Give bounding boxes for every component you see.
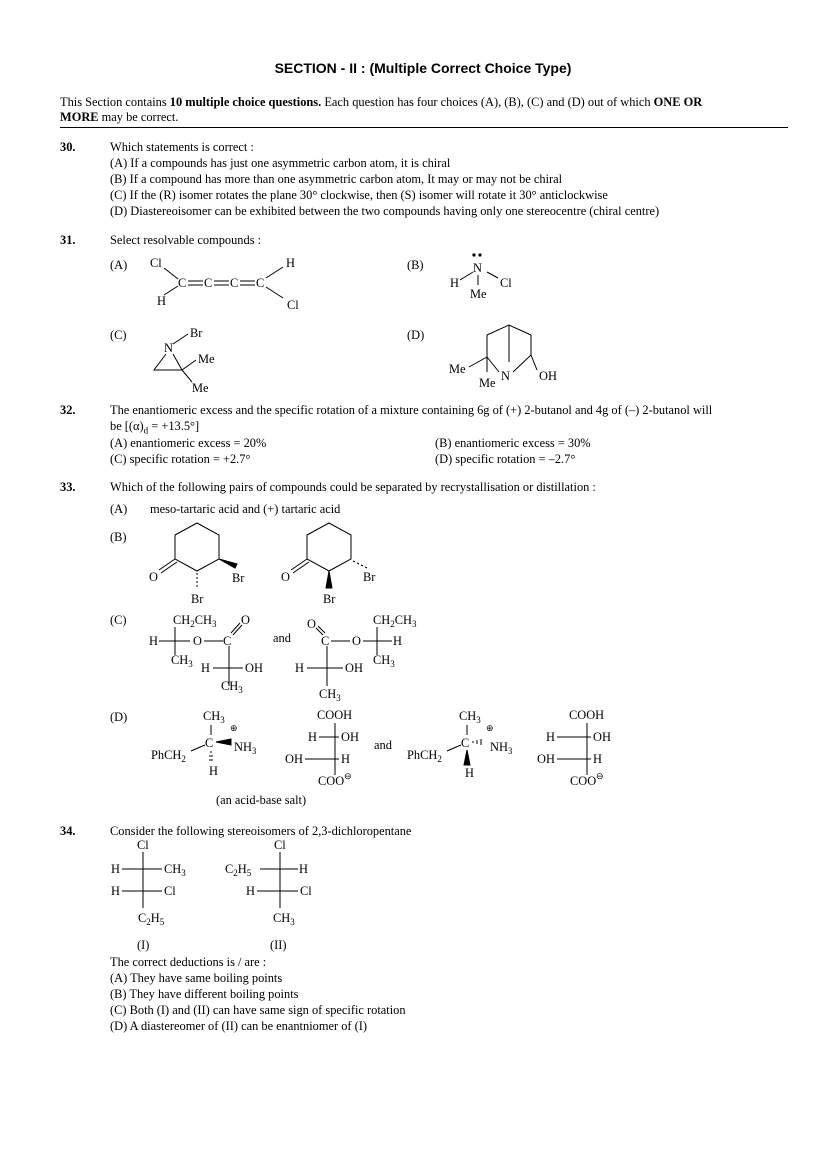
atom-label: OH: [341, 730, 359, 744]
atom-label: $NH_3$: [490, 740, 513, 756]
question-stem: Which statements is correct :: [110, 140, 254, 154]
atom-label: O: [307, 617, 316, 631]
option-c: (C) Both (I) and (II) can have same sign of specific rotation: [110, 1003, 406, 1017]
ester-pair: [145, 608, 435, 703]
atom-label: H: [111, 884, 120, 898]
bromocyclohexanone-pair: [145, 520, 395, 612]
option-b: (B) They have different boiling points: [110, 987, 299, 1001]
atom-label: H: [546, 730, 555, 744]
atom-label: H: [341, 752, 350, 766]
atom-label: H: [299, 862, 308, 876]
atom-label: $CH_3$: [459, 709, 481, 725]
atom-label: H: [308, 730, 317, 744]
acid-base-salt-pair: [145, 705, 625, 790]
atom-label: Cl: [500, 276, 512, 290]
atom-label: H: [157, 294, 166, 308]
atom-label: OH: [285, 752, 303, 766]
atom-label: H: [149, 634, 158, 648]
question-number: 31.: [60, 233, 76, 247]
atom-label: PhCH$_2$: [407, 748, 442, 764]
atom-label: Br: [323, 592, 336, 606]
atom-label: $CH_3$: [203, 709, 225, 725]
option-c: (C) If the (R) isomer rotates the plane 30° clockwise, then (S) isomer will rotate it 30° anticlockwise: [110, 188, 608, 202]
option-b-label: (B): [110, 530, 127, 544]
question-stem: Select resolvable compounds :: [110, 233, 262, 247]
atom-label: Me: [470, 287, 487, 301]
atom-label: C: [223, 634, 232, 648]
atom-label: Me: [198, 352, 215, 366]
fischer-projections: [105, 836, 335, 936]
atom-label: Cl: [287, 298, 299, 312]
atom-label: $CH_3$: [273, 911, 295, 927]
question-stem: Which of the following pairs of compounds could be separated by recrystallisation or distillation :: [110, 480, 596, 494]
question-stem: The enantiomeric excess and the specific rotation of a mixture containing 6g of (+) 2-butanol and 4g of (–) 2-butanol will: [110, 403, 713, 417]
option-b-label: (B): [407, 258, 424, 272]
atom-label: Cl: [274, 838, 286, 852]
option-a-label: (A): [110, 258, 128, 272]
section-intro: This Section contains 10 multiple choice questions. Each question has four choices (A), (B), (C) and (D) out of which ONE OR: [60, 95, 703, 109]
deductions-stem: The correct deductions is / are :: [110, 955, 267, 969]
question-stem-line2: be $[(\alpha)_d = +13.5^\circ]$: [110, 419, 200, 436]
question-stem: Consider the following stereoisomers of 2,3-dichloropentane: [110, 824, 412, 838]
option-b: (B) enantiomeric excess = 30%: [435, 436, 591, 450]
option-a: (A) If a compounds has just one asymmetric carbon atom, it is chiral: [110, 156, 451, 170]
atom-label: H: [246, 884, 255, 898]
option-d-label: (D): [110, 710, 128, 724]
quinuclidine-structure: [447, 320, 567, 395]
atom-label: Br: [190, 326, 203, 340]
atom-label: $NH_3$: [234, 740, 257, 756]
atom-label: C: [178, 276, 187, 290]
atom-label: Br: [363, 570, 376, 584]
atom-label: $CH_3$: [164, 862, 186, 878]
svg-text:⊖: ⊖: [596, 771, 604, 781]
option-d: (D) specific rotation = –2.7°: [435, 452, 576, 466]
option-d: (D) Diastereoisomer can be exhibited between the two compounds having only one stereocentre (chiral centre): [110, 204, 660, 218]
atom-label: Cl: [150, 256, 162, 270]
question-number: 30.: [60, 140, 76, 154]
atom-label: OH: [539, 369, 557, 383]
atom-label: H: [465, 766, 474, 780]
atom-label: N: [501, 369, 510, 383]
option-a: (A) They have same boiling points: [110, 971, 283, 985]
and-label: and: [273, 631, 291, 645]
atom-label: COOH: [569, 708, 605, 722]
atom-label: H: [450, 276, 459, 290]
atom-label: Br: [232, 571, 245, 585]
atom-label: $CH_2CH_3$: [373, 613, 417, 629]
atom-label: $C_2H_5$: [138, 911, 165, 927]
atom-label: OH: [593, 730, 611, 744]
section-intro-line2: MORE may be correct.: [60, 110, 179, 124]
isomer-label-1: (I): [137, 938, 150, 952]
atom-label: C: [461, 736, 470, 750]
atom-label: O: [193, 634, 202, 648]
atom-label: Br: [191, 592, 204, 606]
atom-label: N: [164, 341, 173, 355]
salt-note: (an acid-base salt): [216, 793, 307, 807]
isomer-label-2: (II): [270, 938, 287, 952]
header-divider: [60, 127, 788, 128]
atom-label: COO: [570, 774, 597, 788]
option-a: (A) enantiomeric excess = 20%: [110, 436, 267, 450]
atom-label: O: [352, 634, 361, 648]
atom-label: C: [321, 634, 330, 648]
option-c: (C) specific rotation = +2.7°: [110, 452, 251, 466]
atom-label: O: [281, 570, 290, 584]
aziridine-structure: [140, 322, 240, 397]
atom-label: $CH_3$: [171, 653, 193, 669]
atom-label: C: [256, 276, 265, 290]
atom-label: Cl: [164, 884, 176, 898]
atom-label: N: [473, 261, 482, 275]
atom-label: H: [111, 862, 120, 876]
atom-label: Me: [192, 381, 209, 395]
option-c-label: (C): [110, 613, 127, 627]
section-title: SECTION - II : (Multiple Correct Choice Type): [274, 60, 572, 76]
atom-label: H: [201, 661, 210, 675]
atom-label: $CH_3$: [319, 687, 341, 703]
question-number: 34.: [60, 824, 76, 838]
atom-label: $CH_3$: [221, 679, 243, 695]
cumulene-structure: [140, 250, 320, 315]
option-d: (D) A diastereomer of (II) can be enantniomer of (I): [110, 1019, 367, 1033]
atom-label: O: [149, 570, 158, 584]
atom-label: O: [241, 613, 250, 627]
svg-text:⊕: ⊕: [486, 723, 494, 733]
atom-label: OH: [537, 752, 555, 766]
atom-label: COOH: [317, 708, 353, 722]
option-a-label: (A): [110, 502, 128, 516]
atom-label: OH: [345, 661, 363, 675]
atom-label: OH: [245, 661, 263, 675]
amine-structure: [440, 250, 530, 305]
atom-label: H: [286, 256, 295, 270]
atom-label: Me: [479, 376, 496, 390]
atom-label: C: [204, 276, 213, 290]
atom-label: H: [209, 764, 218, 778]
question-number: 32.: [60, 403, 76, 417]
option-c-label: (C): [110, 328, 127, 342]
atom-label: $CH_3$: [373, 653, 395, 669]
atom-label: PhCH$_2$: [151, 748, 186, 764]
atom-label: Cl: [137, 838, 149, 852]
atom-label: Cl: [300, 884, 312, 898]
atom-label: C: [230, 276, 239, 290]
and-label: and: [374, 738, 392, 752]
option-a-text: meso-tartaric acid and (+) tartaric acid: [150, 502, 341, 516]
option-b: (B) If a compound has more than one asymmetric carbon atom, It may or may not be chiral: [110, 172, 563, 186]
svg-text:⊕: ⊕: [230, 723, 238, 733]
atom-label: $CH_2CH_3$: [173, 613, 217, 629]
atom-label: H: [593, 752, 602, 766]
atom-label: C: [205, 736, 214, 750]
option-d-label: (D): [407, 328, 425, 342]
atom-label: H: [295, 661, 304, 675]
svg-text:⊖: ⊖: [344, 771, 352, 781]
question-number: 33.: [60, 480, 76, 494]
atom-label: H: [393, 634, 402, 648]
atom-label: COO: [318, 774, 345, 788]
atom-label: $C_2H_5$: [225, 862, 252, 878]
atom-label: Me: [449, 362, 466, 376]
